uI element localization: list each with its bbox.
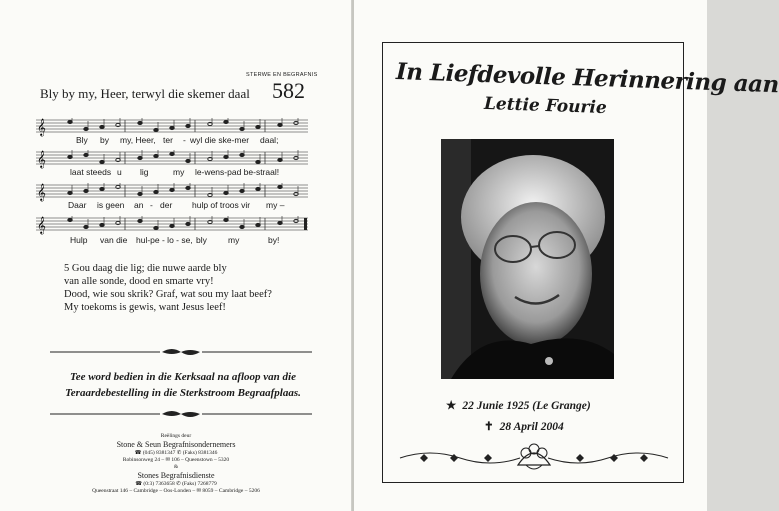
funeral-director-info: [0, 433, 352, 495]
lyric-syllable: hulp of troos vir: [192, 200, 251, 210]
svg-text:𝄞: 𝄞: [37, 118, 46, 136]
lyric-syllable: wyl die ske-mer: [190, 135, 250, 145]
hymn-title: Bly by my, Heer, terwyl die skemer daal: [40, 86, 250, 101]
birth-date: [446, 398, 591, 412]
portrait-photo: [441, 139, 614, 379]
verse-line: 5 Gou daag die lig; die nuwe aarde bly: [64, 263, 227, 274]
lyric-syllable: -: [150, 200, 153, 210]
svg-text:𝄞: 𝄞: [37, 150, 46, 168]
lyric-syllable: my, Heer,: [120, 135, 156, 145]
star-icon: ★: [446, 400, 457, 412]
hymn-verse: [64, 262, 272, 314]
divider-ornament: [50, 409, 312, 419]
lyric-syllable: van die: [100, 235, 128, 245]
arranged-by-label: Reëlings deur: [160, 433, 192, 439]
music-staff: [36, 150, 308, 168]
verse-line: Dood, wie sou skrik? Graf, wat sou my laat beef?: [64, 289, 272, 300]
lyric-syllable: ter: [163, 135, 173, 145]
lyric-syllable: lig: [140, 167, 149, 177]
company-name: Stones Begrafnisdienste: [137, 471, 215, 480]
lyric-syllable: my: [173, 167, 185, 177]
left-page: [0, 0, 352, 511]
svg-text:𝄞: 𝄞: [37, 183, 46, 201]
lyric-syllable: by!: [268, 235, 280, 245]
music-staff: [36, 118, 308, 136]
lyric-syllable: u: [117, 167, 122, 177]
service-notice-line: Tee word bedien in die Kerksaal na afloop van die: [69, 371, 296, 383]
birth-date-text: 22 Junie 1925 (Le Grange): [462, 400, 591, 412]
lyric-syllable: laat steeds: [70, 167, 112, 177]
lyric-syllable: le-wens-pad be-straal!: [195, 167, 280, 177]
lyric-syllable: Daar: [68, 200, 87, 210]
hymn-number: 582: [272, 78, 305, 103]
company-phone: ☎ (045) 8381347 ✆ (Faks) 8381346: [134, 450, 218, 456]
lyric-syllable: -: [183, 135, 186, 145]
cross-icon: ✝: [484, 421, 494, 433]
company-address: Robinsonweg 24 – ✉ 106 – Queenstown – 5320: [122, 457, 230, 463]
service-notice-line: Teraardebestelling in die Sterkstroom Begraafplaas.: [65, 387, 301, 399]
lyric-syllable: Bly: [76, 135, 88, 145]
lyric-syllable: my: [228, 235, 240, 245]
lyric-syllable: daal;: [260, 135, 279, 145]
lyric-syllable: is geen: [97, 200, 125, 210]
floral-ornament: [400, 443, 668, 473]
ampersand: &: [173, 464, 179, 470]
death-date: [484, 419, 564, 433]
lyric-syllable: bly: [196, 235, 207, 245]
company-address: Queenstraat 146 – Cambridge – Oos-Londen – ✉ 8059 – Cambridge – 5206: [92, 488, 260, 494]
divider-ornament: [50, 347, 312, 357]
music-staff: [36, 216, 308, 234]
deceased-name: Lettie Fourie: [483, 93, 608, 119]
memorial-title: In Liefdevolle Herinnering aan: [395, 58, 779, 99]
verse-line: van alle sonde, dood en smarte vry!: [64, 276, 214, 287]
lyric-syllable: my –: [266, 200, 285, 210]
svg-text:𝄞: 𝄞: [37, 216, 46, 234]
company-phone: ☎ (0:3) 7363658 ✆ (Faks) 7268779: [135, 481, 217, 487]
verse-line: My toekoms is gewis, want Jesus leef!: [64, 302, 226, 313]
music-staff: [36, 183, 308, 201]
lyric-syllable: Hulp: [70, 235, 88, 245]
lyric-syllable: an: [134, 200, 144, 210]
lyric-syllable: der: [160, 200, 173, 210]
lyric-syllable: by: [100, 135, 109, 145]
lyric-syllable: hul-pe - lo - se,: [136, 235, 193, 245]
death-date-text: 28 April 2004: [499, 421, 564, 433]
company-name: Stone & Seun Begrafnisondernemers: [116, 440, 236, 449]
section-tag: STERWE EN BEGRAFNIS: [246, 72, 318, 78]
